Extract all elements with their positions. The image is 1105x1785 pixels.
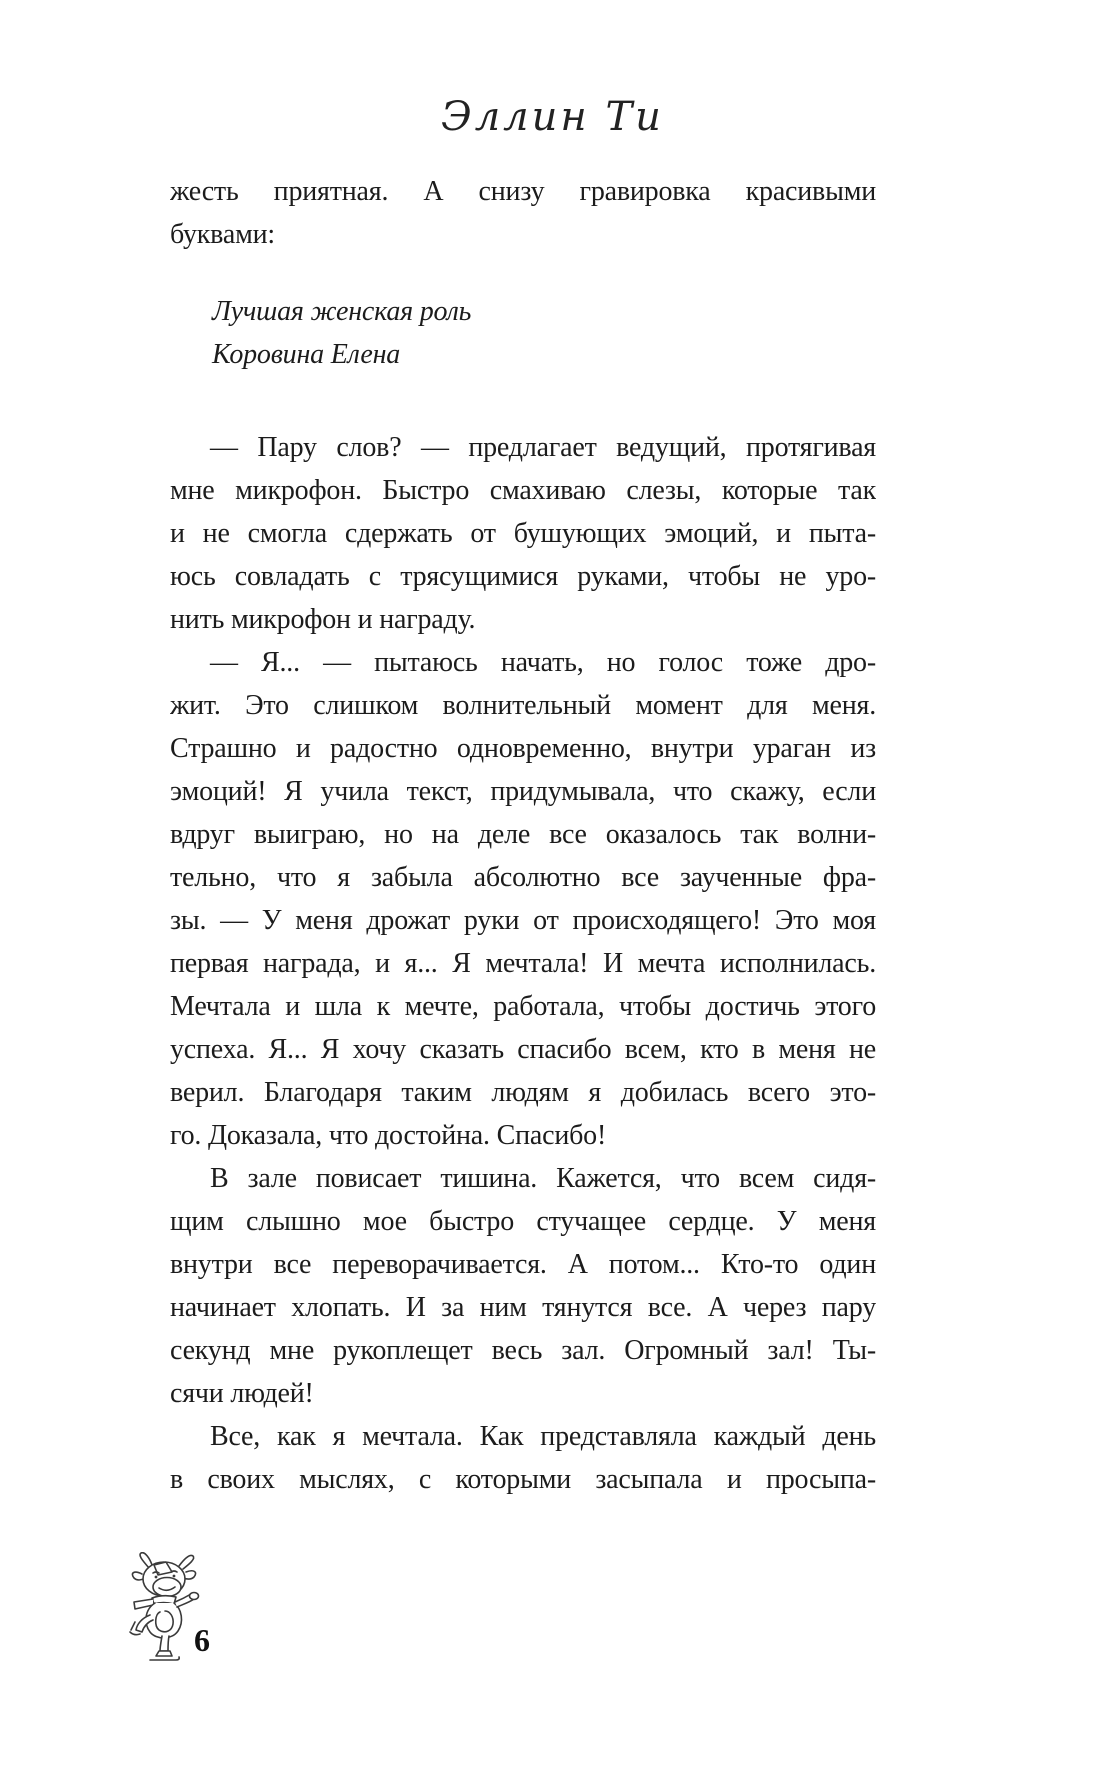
text-line: эмоций! Я учила текст, придумывала, что скажу, если (170, 776, 876, 807)
page-number: 6 (194, 1622, 210, 1658)
text-line: Мечтала и шла к мечте, работала, чтобы достичь этого (170, 991, 876, 1022)
paragraph (170, 426, 876, 641)
text-line: вдруг выиграю, но на деле все оказалось так волни- (170, 819, 876, 850)
text-line: начинает хлопать. И за ним тянутся все. А через пару (170, 1292, 876, 1323)
text-line: — Я... — пытаюсь начать, но голос тоже дро- (210, 647, 876, 678)
text-line: В зале повисает тишина. Кажется, что всем сидя- (210, 1163, 876, 1194)
text-line: Страшно и радостно одновременно, внутри ураган из (170, 733, 876, 764)
text-line: юсь совладать с трясущимися руками, чтобы не уро- (170, 561, 876, 592)
text-line: в своих мыслях, с которыми засыпала и просыпа- (170, 1464, 876, 1495)
text-line: Лучшая женская роль (212, 296, 472, 327)
paragraph (170, 1157, 876, 1415)
text-line: Коровина Елена (212, 339, 401, 370)
text-line: верил. Благодаря таким людям я добилась всего это- (170, 1077, 876, 1108)
text-line: внутри все переворачивается. А потом... Кто-то один (170, 1249, 876, 1280)
text-line: жесть приятная. А снизу гравировка красивыми (170, 176, 876, 207)
text-line: мне микрофон. Быстро смахиваю слезы, которые так (170, 475, 876, 506)
text-line: жит. Это слишком волнительный момент для меня. (170, 690, 876, 721)
text-line: буквами: (170, 219, 275, 250)
paragraph (170, 641, 876, 1157)
running-header-author: Эллин Ти (441, 94, 664, 140)
text-line: — Пару слов? — предлагает ведущий, протягивая (210, 432, 876, 463)
text-line: сячи людей! (170, 1378, 314, 1409)
engraving-inscription (170, 290, 876, 376)
paragraph (170, 170, 876, 256)
paragraph (170, 1415, 876, 1501)
text-line: успеха. Я... Я хочу сказать спасибо всем, кто в меня не (170, 1034, 876, 1065)
text-line: щим слышно мое быстро стучащее сердце. У меня (170, 1206, 876, 1237)
text-line: тельно, что я забыла абсолютно все заученные фра- (170, 862, 876, 893)
text-line: Все, как я мечтала. Как представляла каждый день (210, 1421, 876, 1452)
text-line: зы. — У меня дрожат руки от происходящего! Это моя (170, 905, 876, 936)
text-line: и не смогла сдержать от бушующих эмоций, и пыта- (170, 518, 876, 549)
text-line: первая награда, и я... Я мечтала! И мечта исполнилась. (170, 948, 876, 979)
text-line: го. Доказала, что достойна. Спасибо! (170, 1120, 607, 1151)
text-line: секунд мне рукоплещет весь зал. Огромный зал! Ты- (170, 1335, 876, 1366)
body-text (170, 170, 876, 1501)
text-line: нить микрофон и награду. (170, 604, 476, 635)
